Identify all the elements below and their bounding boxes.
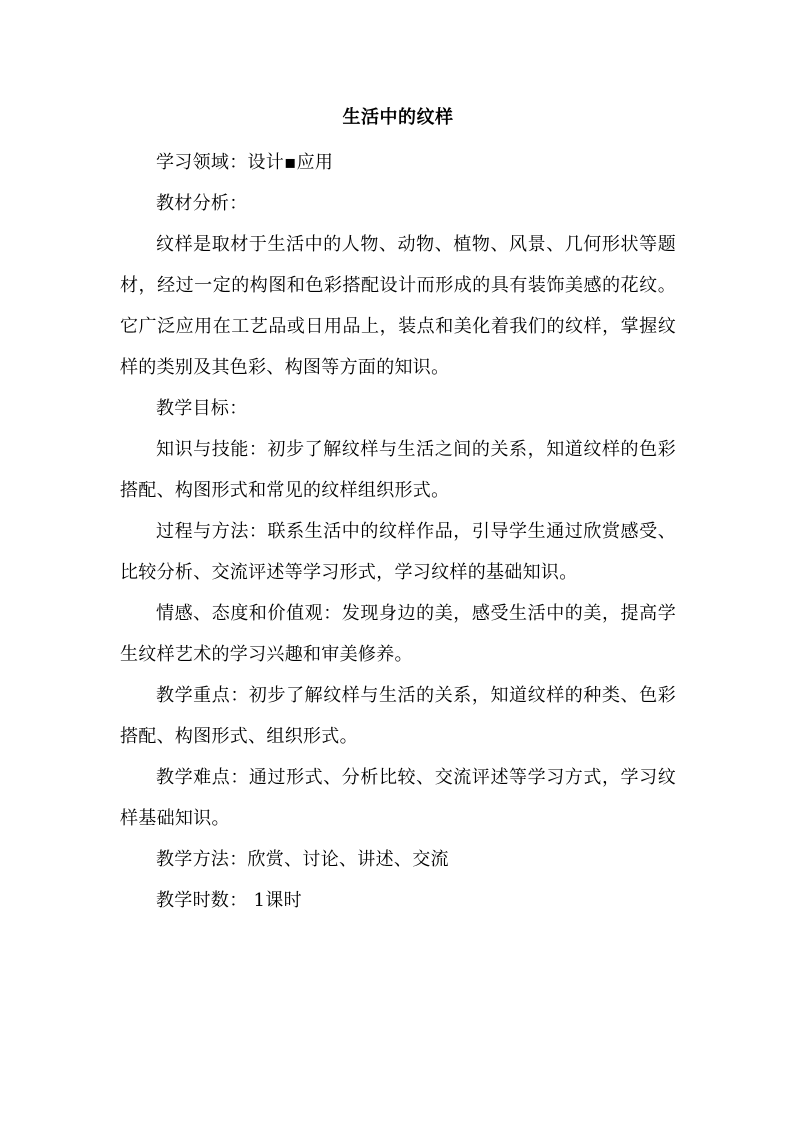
document-title: 生活中的纹样 [342,107,454,128]
document-body [120,100,676,921]
paragraph-knowledge-skills: 知识与技能：初步了解纹样与生活之间的关系，知道纹样的色彩搭配、构图形式和常见的纹样组织形式。 [120,439,676,501]
paragraph-class-hours: 教学时数： 1课时 [156,890,302,911]
paragraph-teaching-methods: 教学方法：欣赏、讨论、讲述、交流 [156,849,449,870]
paragraph-material-analysis-heading: 教材分析： [156,193,248,214]
paragraph-difficulties: 教学难点：通过形式、分析比较、交流评述等学习方式，学习纹样基础知识。 [120,767,676,829]
paragraph-attitudes-values: 情感、态度和价值观：发现身边的美，感受生活中的美，提高学生纹样艺术的学习兴趣和审美修养。 [120,603,676,665]
paragraph-key-points: 教学重点：初步了解纹样与生活的关系，知道纹样的种类、色彩搭配、构图形式、组织形式。 [120,685,676,747]
paragraph-process-methods: 过程与方法：联系生活中的纹样作品，引导学生通过欣赏感受、比较分析、交流评述等学习形式，学习纹样的基础知识。 [120,521,676,583]
paragraph-subject-area: 学习领域：设计▪应用 [156,152,334,173]
paragraph-objectives-heading: 教学目标： [156,398,248,419]
paragraph-material-analysis: 纹样是取材于生活中的人物、动物、植物、风景、几何形状等题材，经过一定的构图和色彩搭配设计而形成的具有装饰美感的花纹。它广泛应用在工艺品或日用品上，装点和美化着我们的纹样，掌握纹样的类别及其色彩、构图等方面的知识。 [120,234,676,378]
